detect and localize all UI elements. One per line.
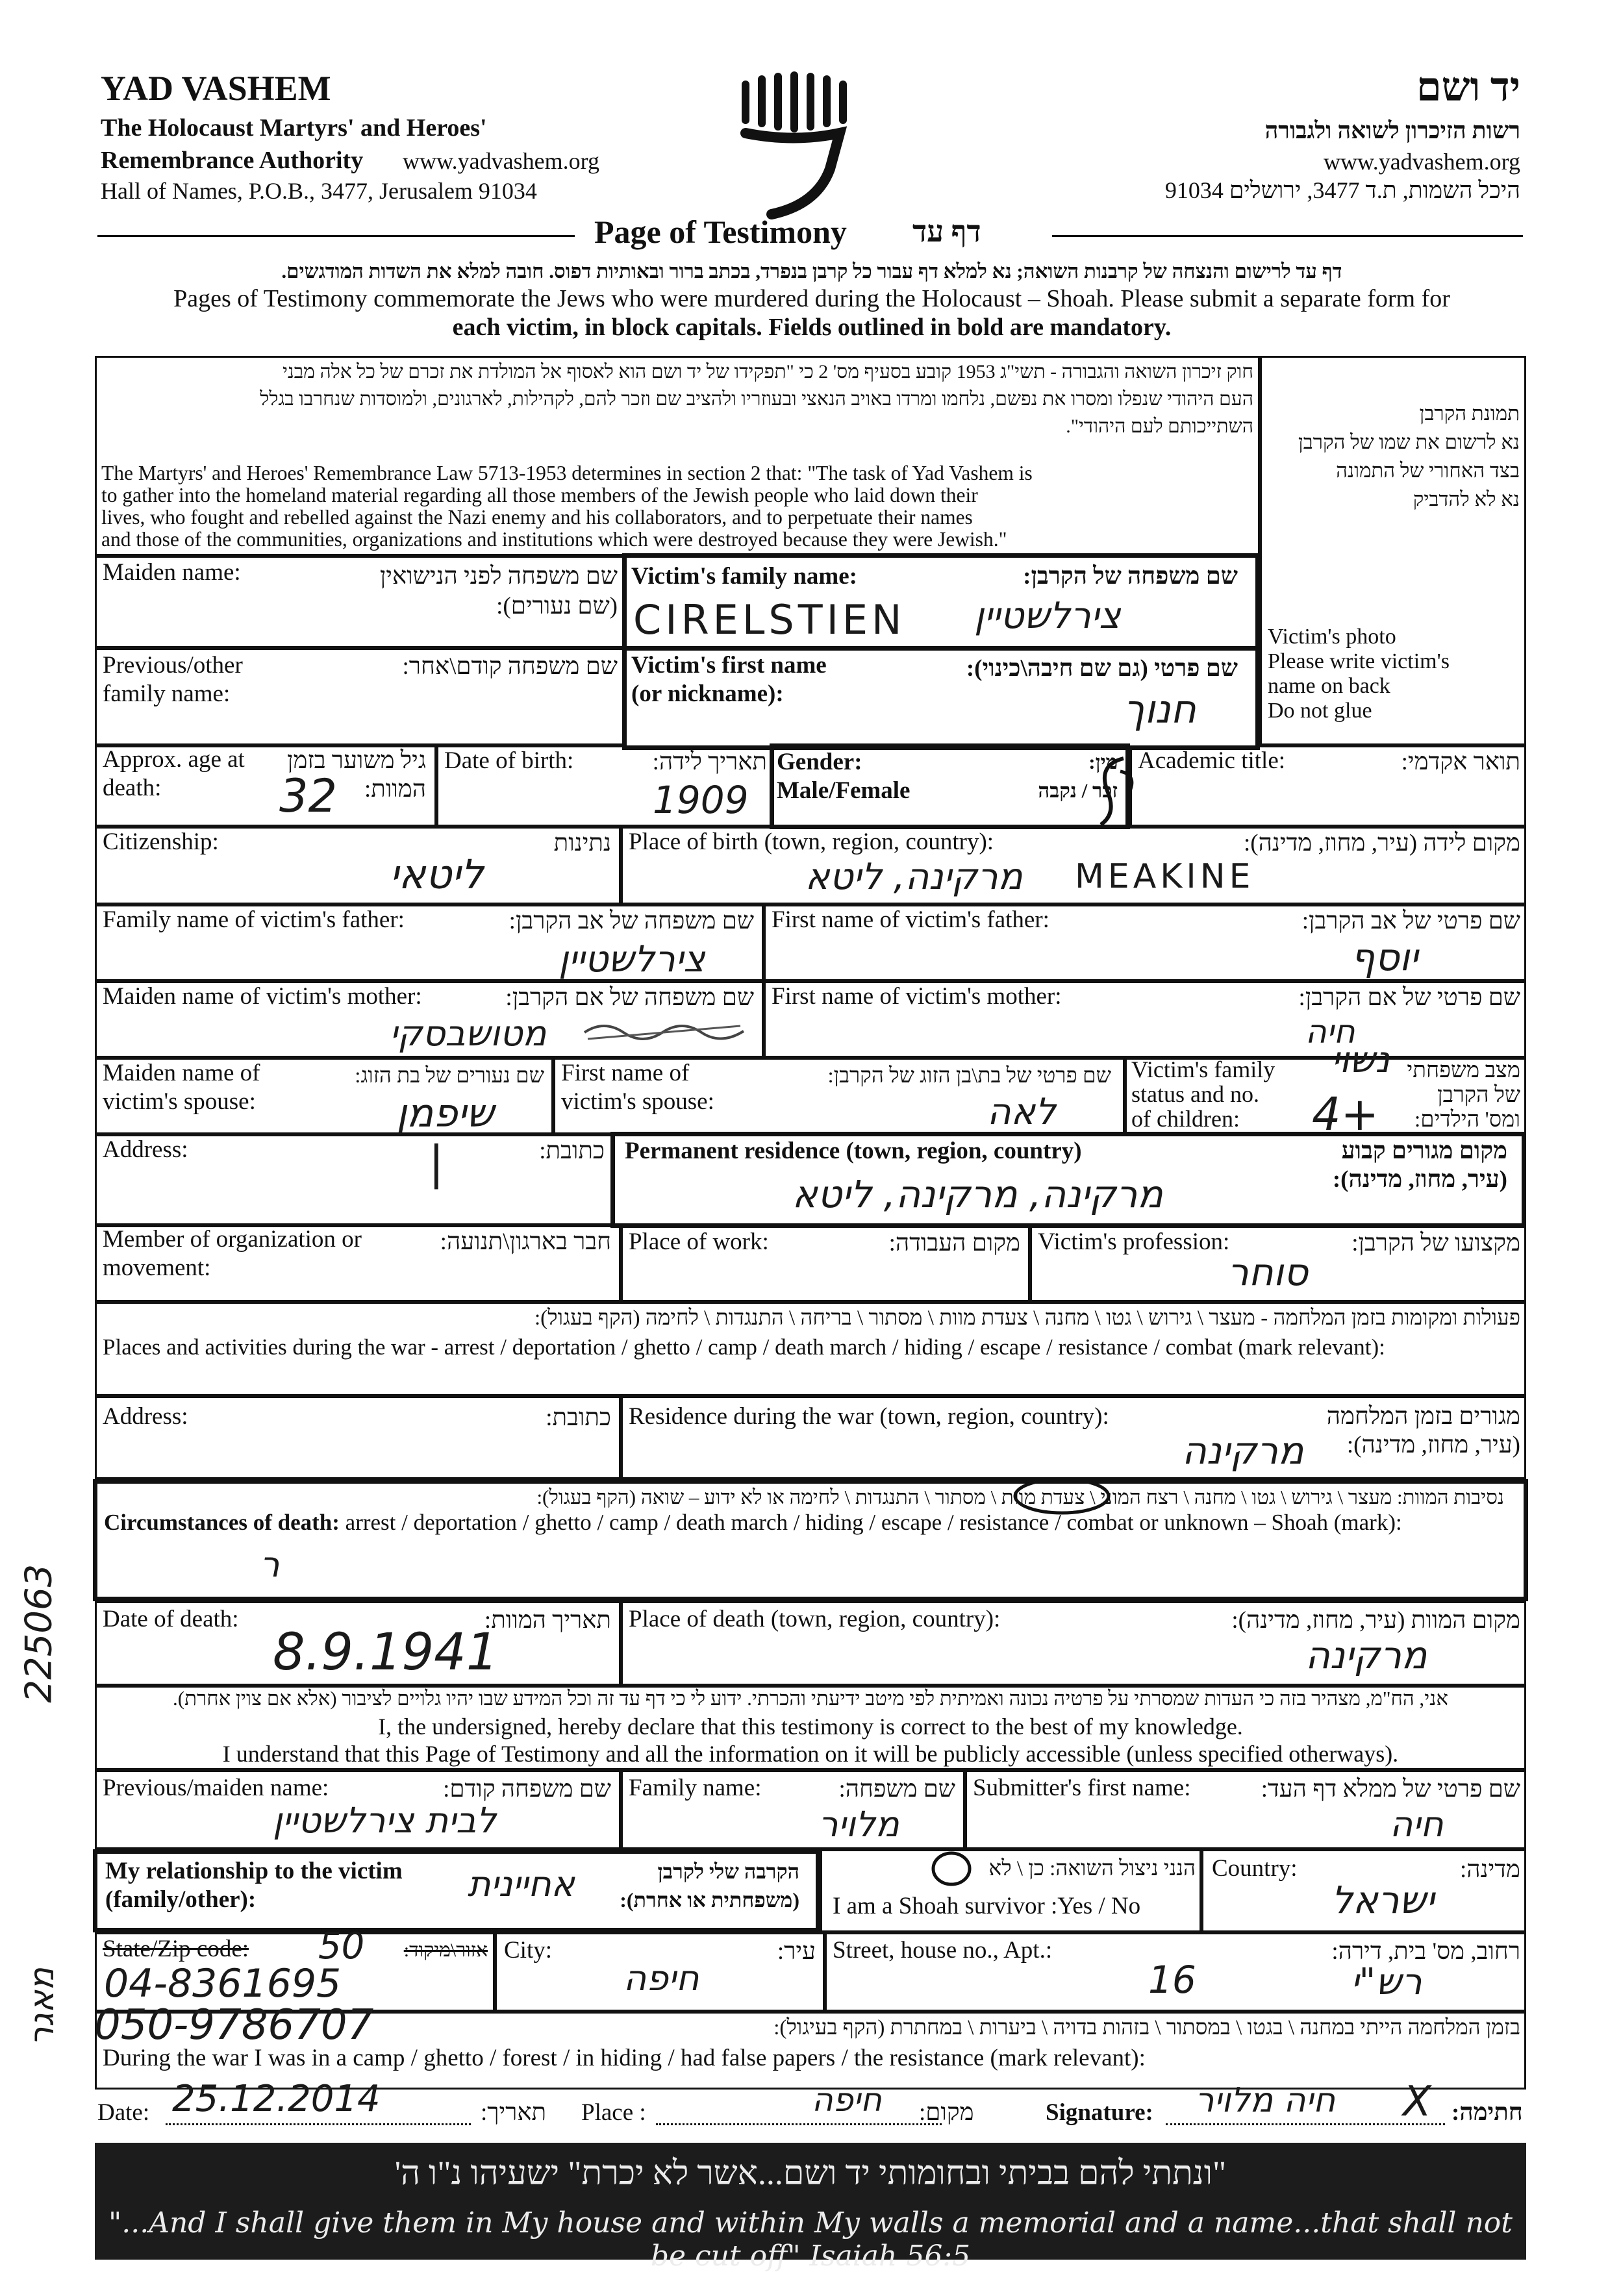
photo-en-3: name on back — [1268, 674, 1390, 698]
submitter-first-value: חיה — [1390, 1804, 1444, 1845]
academic-label-en: Academic title: — [1138, 747, 1286, 774]
relationship-value: אחיינית — [468, 1864, 575, 1904]
form-title-en: Page of Testimony — [594, 214, 847, 250]
spouse-maiden-label-he: שם נעורים של בת הזוג: — [355, 1064, 544, 1088]
father-first-label-he: שם פרטי של אב הקרבן: — [1301, 908, 1520, 934]
no-circle-mark — [929, 1849, 974, 1888]
law-en — [101, 462, 1257, 551]
dob-label-he: תאריך לידה: — [652, 749, 767, 775]
place-underline — [656, 2123, 942, 2125]
family-name-label-he: שם משפחה של הקרבן: — [1023, 563, 1238, 590]
law-en-1: The Martyrs' and Heroes' Remembrance Law 5713-1953 determines in section 2 that: "The task of Yad Vashem is — [101, 462, 1033, 484]
declaration-en-1: I, the undersigned, hereby declare that this testimony is correct to the best of my knowledge. — [378, 1714, 1243, 1740]
mother-first-value: חיה — [1305, 1013, 1355, 1051]
circumstances-value: ר — [260, 1544, 280, 1585]
places-label-he: פעולות ומקומות בזמן המלחמה - מעצר \ גירוש \ גטו \ מחנה \ צעדת מוות \ מסתור \ בריחה \ התנגדות \ לחימה (הקף בעגול): — [534, 1306, 1520, 1330]
scribble-mark — [578, 1013, 753, 1052]
header-divider-left — [97, 235, 575, 237]
age-label-en: Approx. age at death: — [103, 746, 245, 801]
pod-label-en: Place of death (town, region, country): — [629, 1606, 1001, 1632]
relationship-label-en: My relationship to the victim (family/other): — [105, 1858, 403, 1913]
dod-label-he: תאריך המוות: — [484, 1607, 611, 1634]
children-value: 4+ — [1312, 1088, 1379, 1141]
perm-residence-label-en: Permanent residence (town, region, country) — [625, 1138, 1082, 1164]
academic-label-he: תואר אקדמי: — [1401, 749, 1520, 775]
submitter-prev-label-he: שם משפחה קודם: — [443, 1776, 611, 1803]
war-address-label-en: Address: — [103, 1403, 188, 1430]
submitter-family-value: מלויר — [818, 1804, 899, 1845]
phone-value-1: 04-8361695 — [104, 1961, 342, 2006]
photo-en-2: Please write victim's — [1268, 649, 1450, 673]
work-label-he: מקום העבודה: — [888, 1230, 1020, 1256]
gender-label-he: מין: זכר / נקבה — [1038, 751, 1118, 802]
declaration-he: אני, הח"מ, מצהיר בזה כי העדות שמסרתי על פרטיה נכונה ואמיתית לפי מיטב ידיעתי והכרתי. ידוע לי כי דף עד זה וכל המידע שבו יהיו גלויים לציבור (אלא אם צוין אחרת). — [173, 1687, 1448, 1710]
declaration-en-2: I understand that this Page of Testimony and all the information on it will be publicly accessible (unless specified otherways). — [222, 1741, 1399, 1767]
survivor-label-en: I am a Shoah survivor :Yes / No — [833, 1893, 1141, 1919]
org-sub1-en: The Holocaust Martyrs' and Heroes' — [101, 114, 487, 142]
pod-value: מרקינה — [1305, 1633, 1427, 1677]
profession-label-en: Victim's profession: — [1038, 1229, 1230, 1255]
signature-label-en: Signature: — [1046, 2099, 1153, 2126]
maiden-name-label-he-2: (שם נעורים): — [496, 593, 618, 619]
state-label-he: אזור\מיקוד: — [403, 1940, 488, 1961]
member-label-en: Member of organization or movement: — [103, 1226, 362, 1281]
war-residence-label-en: Residence during the war (town, region, country): — [629, 1403, 1109, 1430]
org-sub-he: רשות הזיכרון לשואה ולגבורה — [1264, 118, 1520, 144]
margin-stamp-number: 225063 — [18, 1564, 60, 1703]
family-name-value-he: צירלשטיין — [974, 595, 1121, 637]
law-he-2: העם היהודי שנפלו ומסרו את נפשם, נלחמו ומרדו באויב הנאצי ובעוזריו ולהציב שם וזכר להם, לקהילות, לארגונים, ולמוסדות שנחרבו בגלל — [260, 388, 1253, 410]
form-title-he: דף עד — [912, 215, 981, 248]
law-he-3: השתייכותם לעם היהודי". — [1066, 416, 1253, 437]
citizenship-value: ליטאי — [390, 851, 484, 898]
law-he — [104, 358, 1253, 440]
war-residence-value: מרקינה — [1182, 1429, 1304, 1473]
family-name-value-en: CIRELSTIEN — [633, 596, 906, 643]
photo-he-4: נא לא להדביק — [1413, 488, 1520, 510]
first-name-value: חנוך — [1124, 687, 1196, 732]
photo-he-3: בצד האחורי של התמונה — [1336, 459, 1520, 482]
pob-label-en: Place of birth (town, region, country): — [629, 829, 994, 855]
maiden-name-label-he-1: שם משפחה לפני הנישואין — [379, 563, 618, 590]
address-en: Hall of Names, P.O.B., 3477, Jerusalem 91034 — [101, 178, 537, 204]
mother-maiden-label-en: Maiden name of victim's mother: — [103, 983, 422, 1010]
signature-value: חיה מלויר — [1195, 2081, 1336, 2120]
signature-x-mark: X — [1403, 2078, 1431, 2126]
street-number-value: 16 — [1148, 1958, 1196, 2002]
country-value: ישראל — [1331, 1878, 1435, 1922]
pob-label-he: מקום לידה (עיר, מחוז, מדינה): — [1244, 830, 1520, 856]
dod-value: 8.9.1941 — [273, 1623, 499, 1682]
spouse-first-label-he: שם פרטי של בת\בן הזוג של הקרבן: — [827, 1064, 1111, 1088]
circumstances-label-en — [104, 1510, 1402, 1536]
dod-label-en: Date of death: — [103, 1606, 239, 1632]
org-name-en: YAD VASHEM — [101, 69, 331, 108]
father-family-value: צירלשטיין — [559, 938, 705, 980]
dob-value: 1909 — [653, 778, 749, 822]
first-name-label-en: Victim's first name (or nickname): — [631, 652, 827, 707]
web-en: www.yadvashem.org — [403, 148, 599, 174]
profession-value: סוחר — [1227, 1250, 1309, 1294]
survivor-label-he: הנני ניצול השואה: כן \ לא — [988, 1857, 1196, 1880]
status-value: נשוי — [1331, 1039, 1390, 1081]
submitter-family-label-en: Family name: — [629, 1775, 762, 1801]
org-sub2-en: Remembrance Authority — [101, 147, 364, 174]
spouse-first-label-en: First name of victim's spouse: — [561, 1060, 714, 1115]
spouse-maiden-value: שיפמן — [396, 1091, 494, 1136]
photo-he-2: נא לרשום את שמו של הקרבן — [1298, 430, 1520, 453]
footer-quote-en: "...And I shall give them in My house and within My walls a memorial and a name...that shall not be cut off" Isaiah 56:5 — [108, 2206, 1513, 2273]
header-divider-right — [1052, 235, 1523, 237]
state-value: 50 — [318, 1925, 365, 1967]
mother-maiden-value: מטושבסקי — [390, 1013, 547, 1054]
street-value: רש"י — [1351, 1961, 1422, 2003]
address-label-he: כתובת: — [539, 1138, 605, 1164]
war-location-label-en: During the war I was in a camp / ghetto / forest / in hiding / had false papers / the resistance (mark relevant): — [103, 2045, 1146, 2071]
status-label-he: מצב משפחתי של הקרבן ומס' הילדים: — [1407, 1058, 1520, 1132]
circumstances-label-en-bold: Circumstances of death: — [104, 1510, 340, 1535]
war-location-label-he: בזמן המלחמה הייתי במחנה \ בגטו \ במסתור \ בזהות בדויה \ ביערות \ במחתרת (הקף בעיגול): — [773, 2016, 1520, 2040]
mother-first-label-he: שם פרטי של אם הקרבן: — [1298, 984, 1520, 1011]
father-first-label-en: First name of victim's father: — [772, 906, 1049, 933]
father-first-value: יוסף — [1351, 935, 1418, 979]
citizenship-label-he: נתינות — [553, 830, 611, 856]
citizenship-label-en: Citizenship: — [103, 829, 219, 855]
submitter-first-label-he: שם פרטי של ממלא דף העד: — [1261, 1776, 1520, 1803]
country-label-he: מדינה: — [1459, 1856, 1520, 1883]
father-family-label-he: שם משפחה של אב הקרבן: — [509, 908, 754, 934]
address-label-en: Address: — [103, 1136, 188, 1163]
spouse-first-value: לאה — [987, 1091, 1056, 1133]
mother-first-label-en: First name of victim's mother: — [772, 983, 1062, 1010]
intro-en-2: each victim, in block capitals. Fields outlined in bold are mandatory. — [452, 314, 1172, 341]
war-address-label-he: כתובת: — [546, 1404, 611, 1431]
footer-quote-he: "ונתתי להם בביתי ובחומותי יד ושם...אשר לא יכרת" ישעיהו נ"ו ה' — [394, 2155, 1227, 2192]
status-label-en: Victim's family status and no. of children: — [1131, 1056, 1275, 1132]
place-label-en: Place : — [581, 2099, 646, 2126]
perm-residence-label-he: מקום מגורים קבוע (עיר, מחוז, מדינה): — [1332, 1138, 1507, 1193]
perm-residence-value: מרקינה, מרקינה, ליטא — [792, 1172, 1163, 1216]
father-family-label-en: Family name of victim's father: — [103, 906, 405, 933]
phone-value-2: 050-9786707 — [94, 2001, 374, 2049]
city-label-he: עיר: — [777, 1938, 816, 1965]
places-label-en: Places and activities during the war - arrest / deportation / ghetto / camp / death march / hiding / escape / resistance / combat (mark relevant): — [103, 1334, 1385, 1360]
mother-maiden-label-he: שם משפחה של אם הקרבן: — [505, 984, 754, 1011]
age-value: 32 — [279, 769, 338, 823]
dob-label-en: Date of birth: — [444, 747, 574, 774]
member-label-he: חבר בארגון\תנועה: — [440, 1229, 611, 1255]
address-he: היכל השמות, ת.ד 3477, ירושלים 91034 — [1164, 177, 1520, 203]
submitter-family-label-he: שם משפחה: — [838, 1776, 955, 1803]
photo-en-1: Victim's photo — [1268, 625, 1396, 649]
circumstances-label-he: נסיבות המוות: מעצר \ גירוש \ גטו \ מחנה \ רצח המוני \ צעדת מוות \ מסתור \ התנגדות \ לחימה או לא ידוע – שואה (הקף בעגול): — [536, 1486, 1504, 1508]
signature-label-he: חתימה: — [1451, 2099, 1523, 2126]
pod-label-he: מקום המוות (עיר, מחוז, מדינה): — [1231, 1607, 1520, 1634]
photo-instructions-he — [1266, 399, 1520, 514]
law-en-2: to gather into the homeland material regarding all those members of the Jewish people who laid down their — [101, 484, 978, 506]
place-value: חיפה — [812, 2081, 882, 2119]
submitter-first-label-en: Submitter's first name: — [973, 1775, 1191, 1801]
law-en-4: and those of the communities, organizations and institutions which were destroyed because they were Jewish." — [101, 528, 1007, 551]
submitter-prev-value: לבית צירלשטיין — [273, 1800, 497, 1841]
war-residence-label-he: מגורים בזמן המלחמה (עיר, מחוז, מדינה): — [1326, 1403, 1520, 1458]
previous-name-label-en: Previous/other family name: — [103, 652, 243, 707]
date-label-en: Date: — [97, 2099, 150, 2126]
profession-label-he: מקצועו של הקרבן: — [1351, 1230, 1520, 1256]
law-he-1: חוק זיכרון השואה והגבורה - תשי"ג 1953 קובע בסעיף מס' 2 כי "תפקידו של יד ושם הוא לאסוף אל המולדת את זכרם של כל אלה מבני — [283, 361, 1253, 382]
date-value: 25.12.2014 — [172, 2078, 381, 2120]
place-label-he: מקום: — [919, 2099, 974, 2126]
relationship-label-he: הקרבה שלי לקרבן (משפחתית או אחרת): — [620, 1860, 799, 1912]
city-value: חיפה — [623, 1958, 699, 1999]
intro-en-1: Pages of Testimony commemorate the Jews who were murdered during the Holocaust – Shoah. Please submit a separate form for — [173, 285, 1450, 312]
web-he: www.yadvashem.org — [1324, 149, 1520, 175]
circumstances-options-en: arrest / deportation / ghetto / camp / death march / hiding / escape / resistance / combat or unknown – Shoah (mark): — [345, 1510, 1402, 1535]
work-label-en: Place of work: — [629, 1229, 769, 1255]
family-name-label-en: Victim's family name: — [631, 563, 857, 590]
org-name-he: יד ושם — [1416, 66, 1520, 110]
maiden-name-label-en: Maiden name: — [103, 559, 241, 586]
margin-side-mark: מאגר — [23, 1967, 62, 2046]
pob-value-he: מרקינה, ליטא — [805, 856, 1023, 898]
yad-vashem-logo — [733, 71, 856, 221]
street-label-he: רחוב, מס' בית, דירה: — [1331, 1938, 1520, 1965]
pob-value-en: MEAKINE — [1075, 857, 1255, 896]
address-value: | — [429, 1136, 444, 1190]
city-label-en: City: — [504, 1937, 553, 1964]
gender-label-en: Gender: Male/Female — [777, 749, 911, 804]
previous-name-label-he: שם משפחה קודם\אחר: — [402, 653, 618, 680]
date-label-he: תאריך: — [481, 2099, 547, 2126]
photo-instructions-en — [1268, 625, 1450, 723]
intro-he: דף עד לרישום והנצחה של קרבנות השואה; נא למלא דף עבור כל קרבן בנפרד, בכתב ברור ובאותיות דפוס. חובה למלא את השדות המודגשים. — [281, 260, 1342, 282]
submitter-prev-label-en: Previous/maiden name: — [103, 1775, 329, 1801]
age-label-he: גיל משוער בזמן המוות: — [287, 747, 426, 803]
law-en-3: lives, who fought and rebelled against the Nazi enemy and his collaborators, and to perpetuate their names — [101, 506, 973, 529]
street-label-en: Street, house no., Apt.: — [833, 1937, 1053, 1964]
state-label-en: State/Zip code: — [103, 1936, 249, 1962]
photo-he-1: תמונת הקרבן — [1419, 402, 1520, 425]
date-underline — [166, 2123, 471, 2125]
photo-en-4: Do not glue — [1268, 699, 1372, 723]
first-name-label-he: שם פרטי (גם שם חיבה\כינוי): — [966, 655, 1238, 682]
spouse-maiden-label-en: Maiden name of victim's spouse: — [103, 1060, 260, 1115]
country-label-en: Country: — [1212, 1855, 1298, 1882]
